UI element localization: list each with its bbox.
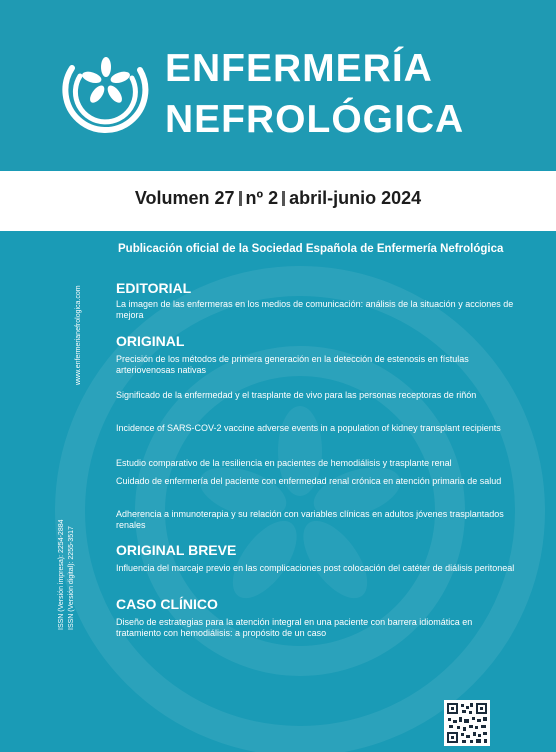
article-title: Diseño de estrategias para la atención integral en una paciente con barrera idiomática en tratamiento con hemodiálisis: a propósito de un caso [116,617,473,638]
issn-digital-vertical: ISSN (Versión digital): 2255-3517 [68,526,75,630]
section-heading-original: ORIGINAL [116,333,185,349]
article-title: Significado de la enfermedad y el trasplante de vivo para las personas receptoras de riñón [116,390,477,400]
issue-period: abril-junio 2024 [289,188,422,208]
issue-info [0,188,556,209]
article-title: Adherencia a inmunoterapia y su relación con variables clínicas en adultos jóvenes trasplantados renales [116,509,504,530]
article-title: La imagen de las enfermeras en los medios de comunicación: análisis de la situación y acciones de mejora [116,299,514,320]
article-title: Incidence of SARS-COV-2 vaccine adverse events in a population of kidney transplant recipients [116,423,501,433]
article-title: Influencia del marcaje previo en las complicaciones post colocación del catéter de diálisis peritoneal [116,563,515,573]
publication-statement: Publicación oficial de la Sociedad Española de Enfermería Nefrológica [118,243,504,255]
issue-separator [282,191,285,206]
issn-print-vertical: ISSN (Versión impresa): 2254-2884 [58,519,65,630]
journal-title-line1: ENFERMERÍA [165,47,433,90]
qr-code-icon [444,700,490,746]
article-title: Estudio comparativo de la resiliencia en pacientes de hemodiálisis y trasplante renal [116,458,452,468]
article-title: Cuidado de enfermería del paciente con enfermedad renal crónica en atención primaria de salud [116,476,502,486]
issue-number: nº 2 [245,188,279,208]
flower-logo-icon [58,46,150,138]
issue-separator [239,191,242,206]
section-heading-original-breve: ORIGINAL BREVE [116,542,237,558]
article-title: Precisión de los métodos de primera generación en la detección de estenosis en fístulas arteriovenosas nativas [116,354,469,375]
journal-title-line2: NEFROLÓGICA [165,98,465,141]
section-heading-caso-clinico: CASO CLÍNICO [116,596,218,612]
section-heading-editorial: EDITORIAL [116,280,192,296]
issue-volume: Volumen 27 [134,188,235,208]
website-vertical: www.enfermerianefrologica.com [75,285,82,385]
